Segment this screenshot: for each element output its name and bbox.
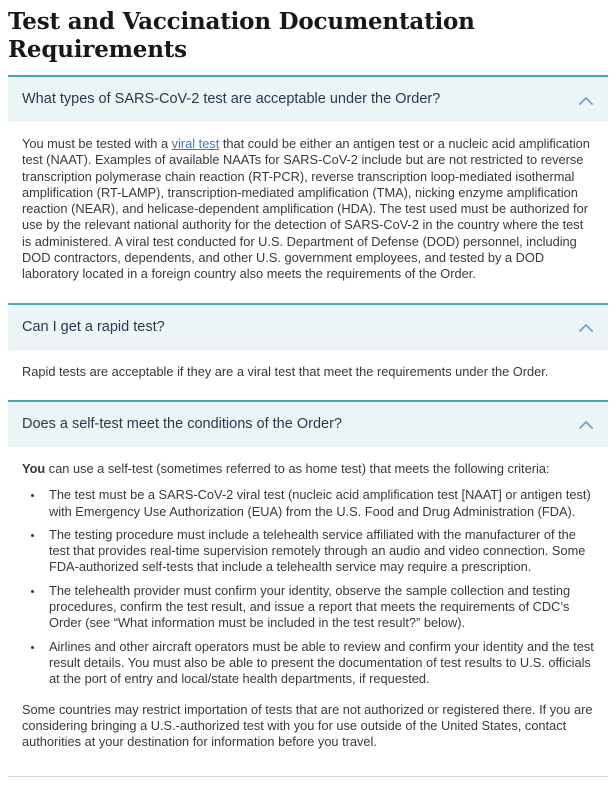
chevron-up-icon[interactable] — [578, 94, 594, 106]
list-item: • The testing procedure must include a telehealth service affiliated with the manufacturer of the test that provides real-time supervision remotely through an audio and video connection. Some FDA-authorized self-tests that include a telehealth service may require a prescription. — [44, 527, 594, 576]
list-item: • Airlines and other aircraft operators must be able to review and confirm your identity and the test result details. You must also be able to present the documentation of test results to U.S. officials at the port of entry and local/state health departments, if requested. — [44, 639, 594, 688]
accordion-item-test-types — [8, 75, 608, 303]
accordion-panel-rapid-test — [8, 350, 608, 400]
faq-page — [8, 0, 608, 785]
answer-text: that could be either an antigen test or a nucleic acid amplification test (NAAT). Examples of available NAATs for SARS-CoV-2 include but are not restricted to reverse transcription polymerase chain reaction (RT-PCR), reverse transcription loop-mediated isothermal amplification (RT-LAMP), transcription-mediated amplification (TMA), nicking enzyme amplification reaction (NEAR), and helicase-dependent amplification (HDA). The test used must be authorized for use by the relevant national authority for the detection of SARS-CoV-2 in the country where the test is administered. A viral test conducted for U.S. Department of Defense (DOD) personnel, including DOD contractors, dependents, and other U.S. government employees, and tested by a DOD laboratory located in a foreign country also meets the requirements of the Order. — [22, 136, 590, 282]
chevron-up-icon[interactable] — [578, 418, 594, 430]
answer-paragraph: Rapid tests are acceptable if they are a viral test that meet the requirements under the Order. — [22, 363, 549, 379]
answer-intro-bold: You — [22, 460, 46, 476]
list-item: • The telehealth provider must confirm your identity, observe the sample collection and testing procedures, confirm the test result, and issue a report that meets the requirements of CDC’s Order (see “What information must be included in the test result?” below). — [44, 583, 594, 632]
page-title: Test and Vaccination Documentation Requirements — [8, 8, 475, 63]
faq-accordion — [8, 75, 608, 770]
accordion-item-self-test — [8, 400, 608, 770]
viral-test-link[interactable]: viral test — [171, 136, 220, 151]
criteria-list — [22, 487, 594, 687]
accordion-item-rapid-test — [8, 303, 608, 400]
answer-text: You must be tested with a — [22, 136, 172, 151]
section-divider — [8, 776, 608, 785]
accordion-toggle-rapid-test[interactable] — [8, 303, 608, 350]
accordion-toggle-self-test[interactable] — [8, 400, 608, 447]
accordion-question: What types of SARS-CoV-2 test are acceptable under the Order? — [22, 91, 441, 107]
answer-intro — [22, 461, 594, 477]
accordion-question: Can I get a rapid test? — [22, 318, 165, 335]
answer-paragraph — [22, 136, 594, 283]
answer-outro: Some countries may restrict importation of tests that are not authorized or registered there. If you are considering bringing a U.S.-authorized test with you for use outside of the United States, contact authorities at your destination for information before you travel. — [22, 701, 593, 750]
accordion-panel-test-types — [8, 122, 608, 303]
answer-intro-rest: can use a self-test (sometimes referred to as home test) that meets the following criteria: — [45, 460, 550, 476]
accordion-toggle-test-types[interactable] — [8, 75, 608, 122]
accordion-panel-self-test — [8, 447, 608, 770]
chevron-up-icon[interactable] — [578, 321, 594, 333]
list-item: • The test must be a SARS-CoV-2 viral test (nucleic acid amplification test [NAAT] or antigen test) with Emergency Use Authorization (EUA) from the U.S. Food and Drug Administration (FDA). — [44, 487, 594, 520]
accordion-question: Does a self-test meet the conditions of the Order? — [22, 415, 342, 432]
